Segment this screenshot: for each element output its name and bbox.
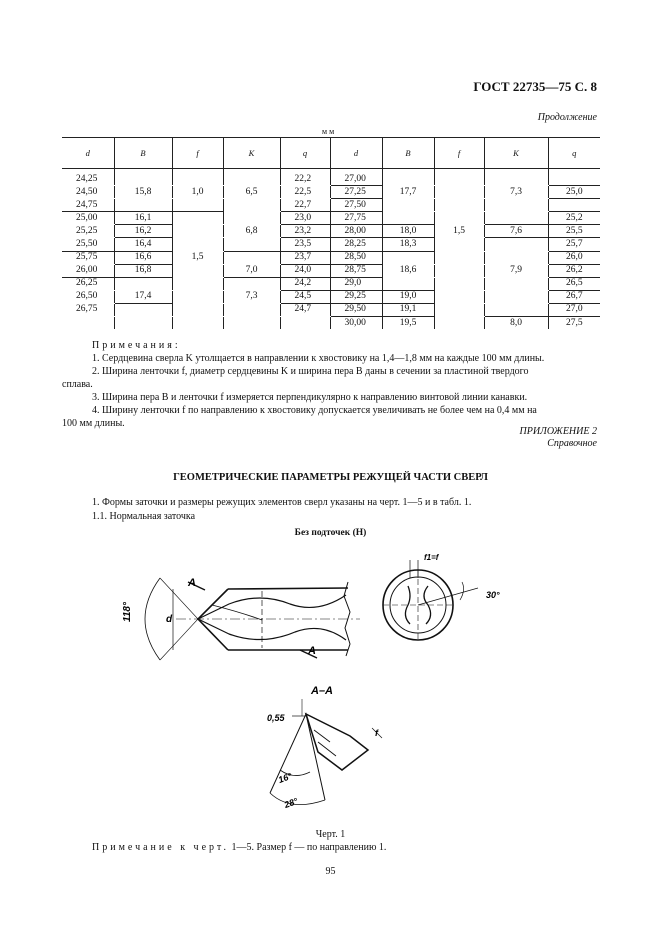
table-cell: 1,0 (172, 186, 223, 199)
flute-line-2 (198, 619, 346, 640)
table-cell: 17,4 (114, 290, 172, 303)
table-cell: 26,25 (76, 278, 98, 289)
table-cell: 28,50 (330, 251, 382, 264)
table-cell: 27,75 (330, 212, 382, 225)
table-cell: 27,50 (330, 199, 382, 212)
dim-055-label: 0,55 (267, 713, 285, 723)
diameter-label: d (166, 614, 173, 625)
table-cell: 6,5 (223, 186, 280, 199)
appendix-label: ПРИЛОЖЕНИЕ 2 (519, 426, 597, 437)
table-cell: 25,7 (548, 238, 600, 251)
table-cell: 24,2 (280, 277, 330, 290)
table-cell: 27,00 (330, 169, 382, 186)
section-aa-profile (306, 714, 368, 770)
paragraph-1: 1. Формы заточки и размеры режущих элементов сверл указаны на черт. 1—5 и в табл. 1. (92, 497, 472, 508)
angle-30-lines (418, 582, 478, 605)
table-cell: 25,25 (76, 225, 98, 236)
figure-note-text: 1—5. Размер f — по направлению 1. (231, 842, 387, 853)
column-header: q (548, 138, 600, 169)
note-2: 2. Ширина ленточки f, диаметр сердцевины K и ширина пера B даны в сечении за пластиной твердого (92, 366, 529, 377)
angle-arc (145, 578, 160, 660)
table-cell: 26,00 (62, 264, 114, 277)
table-cell: 24,75 (62, 199, 114, 212)
table-cell: 26,2 (548, 264, 600, 277)
drill-tip (198, 589, 228, 650)
table-cell: 29,25 (330, 290, 382, 303)
table-cell: 16,8 (114, 264, 172, 277)
paragraph-1-1: 1.1. Нормальная заточка (92, 511, 196, 522)
table-cell: 30,00 (330, 317, 382, 330)
appendix-type: Справочное (547, 438, 597, 449)
table-cell: 27,0 (548, 303, 600, 316)
table-cell: 17,7 (382, 186, 434, 199)
table-cell: 23,7 (280, 251, 330, 264)
table-cell: 27,25 (330, 186, 382, 199)
table-cell: 25,5 (548, 225, 600, 238)
table-cell: 25,50 (62, 238, 114, 251)
f-dim-label: f (375, 728, 378, 738)
section-mark-a2: A (308, 645, 316, 657)
units-label: мм (322, 127, 337, 136)
table-cell: 6,8 (223, 225, 280, 238)
note-4-cont: 100 мм длины. (62, 418, 125, 429)
side-view (145, 578, 360, 660)
table-cell: 25,2 (548, 212, 600, 225)
table-cell: 26,75 (76, 304, 98, 315)
column-header: q (280, 138, 330, 169)
note-4: 4. Ширину ленточки f по направлению к хвостовику допускается увеличивать не более чем на 0,4 мм на (92, 405, 537, 416)
column-header: d (62, 138, 114, 169)
section-mark-a1: A (188, 577, 196, 589)
table-cell: 24,25 (76, 173, 98, 184)
table-cell: 7,3 (484, 186, 548, 199)
table-cell: 25,75 (76, 252, 98, 263)
page-number: 95 (325, 866, 336, 877)
angle-30-label: 30° (486, 590, 500, 600)
table-cell: 25,0 (548, 186, 600, 199)
table-cell: 19,1 (382, 303, 434, 316)
table-cell: 18,0 (382, 225, 434, 238)
section-aa-rays (270, 714, 325, 800)
column-header: B (114, 138, 172, 169)
table-cell: 19,0 (382, 290, 434, 303)
note-3: 3. Ширина пера B и ленточки f измеряется перпендикулярно к направлению винтовой линии канавки. (92, 392, 528, 403)
drawing-subtitle: Без подточек (Н) (294, 528, 367, 538)
section-title: ГЕОМЕТРИЧЕСКИЕ ПАРАМЕТРЫ РЕЖУЩЕЙ ЧАСТИ СВЕРЛ (173, 472, 488, 483)
note-2-cont: сплава. (62, 379, 93, 390)
table-cell: 26,0 (548, 251, 600, 264)
table-cell: 22,7 (280, 199, 330, 212)
table-cell: 29,50 (330, 303, 382, 316)
table-cell: 23,2 (280, 225, 330, 238)
note-1: 1. Сердцевина сверла K утолщается в направлении к хвостовику на 1,4—1,8 мм на каждые 100 мм длины. (92, 353, 545, 364)
column-header: f (172, 138, 223, 169)
table-cell: 25,00 (76, 212, 98, 223)
table-cell: 7,3 (223, 290, 280, 303)
notes-title: Примечания: (92, 340, 181, 351)
table-cell: 29,0 (330, 277, 382, 290)
table-cell: 1,5 (434, 225, 484, 238)
figure-note (92, 842, 386, 853)
table-cell: 26,7 (548, 290, 600, 303)
table-cell: 7,0 (223, 264, 280, 277)
section-arrows (188, 582, 317, 658)
table-cell: 19,5 (382, 317, 434, 330)
document-header: ГОСТ 22735—75 С. 8 (473, 79, 597, 94)
lip-line (212, 605, 262, 620)
table-cell: 18,6 (382, 264, 434, 277)
table-cell: 15,8 (114, 186, 172, 199)
table-cell: 24,50 (76, 186, 98, 197)
table-cell: 7,9 (484, 264, 548, 277)
section-aa-label: А–А (311, 685, 334, 697)
table-cell: 16,2 (114, 225, 172, 238)
figure-note-lead: Примечание к черт. (92, 842, 230, 853)
table-cell: 28,00 (330, 225, 382, 238)
table-cell: 16,1 (114, 212, 172, 225)
table-cell: 16,6 (114, 251, 172, 264)
column-header: K (484, 138, 548, 169)
table-cell: 27,5 (548, 317, 600, 330)
section-aa-view (270, 699, 382, 805)
continued-label: Продолжение (537, 112, 597, 123)
column-header: B (382, 138, 434, 169)
end-view (383, 560, 478, 640)
table-cell: 24,7 (280, 303, 330, 316)
column-header: K (223, 138, 280, 169)
column-header: f (434, 138, 484, 169)
table-cell: 23,0 (280, 212, 330, 225)
table-cell: 18,3 (382, 238, 434, 251)
f-dim-lines (410, 560, 418, 578)
f1f-label: f1=f (424, 553, 439, 562)
table-cell: 8,0 (484, 317, 548, 330)
column-header: d (330, 138, 382, 169)
table-cell: 28,75 (330, 264, 382, 277)
table-cell: 26,50 (76, 291, 98, 302)
figure-caption: Черт. 1 (315, 829, 346, 840)
angle-28-label: 28° (282, 795, 300, 811)
table-cell: 24,0 (280, 264, 330, 277)
table-cell: 26,5 (548, 277, 600, 290)
table-cell: 1,5 (172, 251, 223, 264)
table-cell: 22,5 (280, 186, 330, 199)
table-cell: 16,4 (114, 238, 172, 251)
angle-118-label: 118° (122, 602, 133, 622)
table-cell: 24,5 (280, 290, 330, 303)
table-cell: 22,2 (280, 169, 330, 186)
table-cell: 28,25 (330, 238, 382, 251)
angle-16-label: 16° (276, 770, 294, 786)
table-cell: 7,6 (484, 225, 548, 238)
table-cell: 23,5 (280, 238, 330, 251)
